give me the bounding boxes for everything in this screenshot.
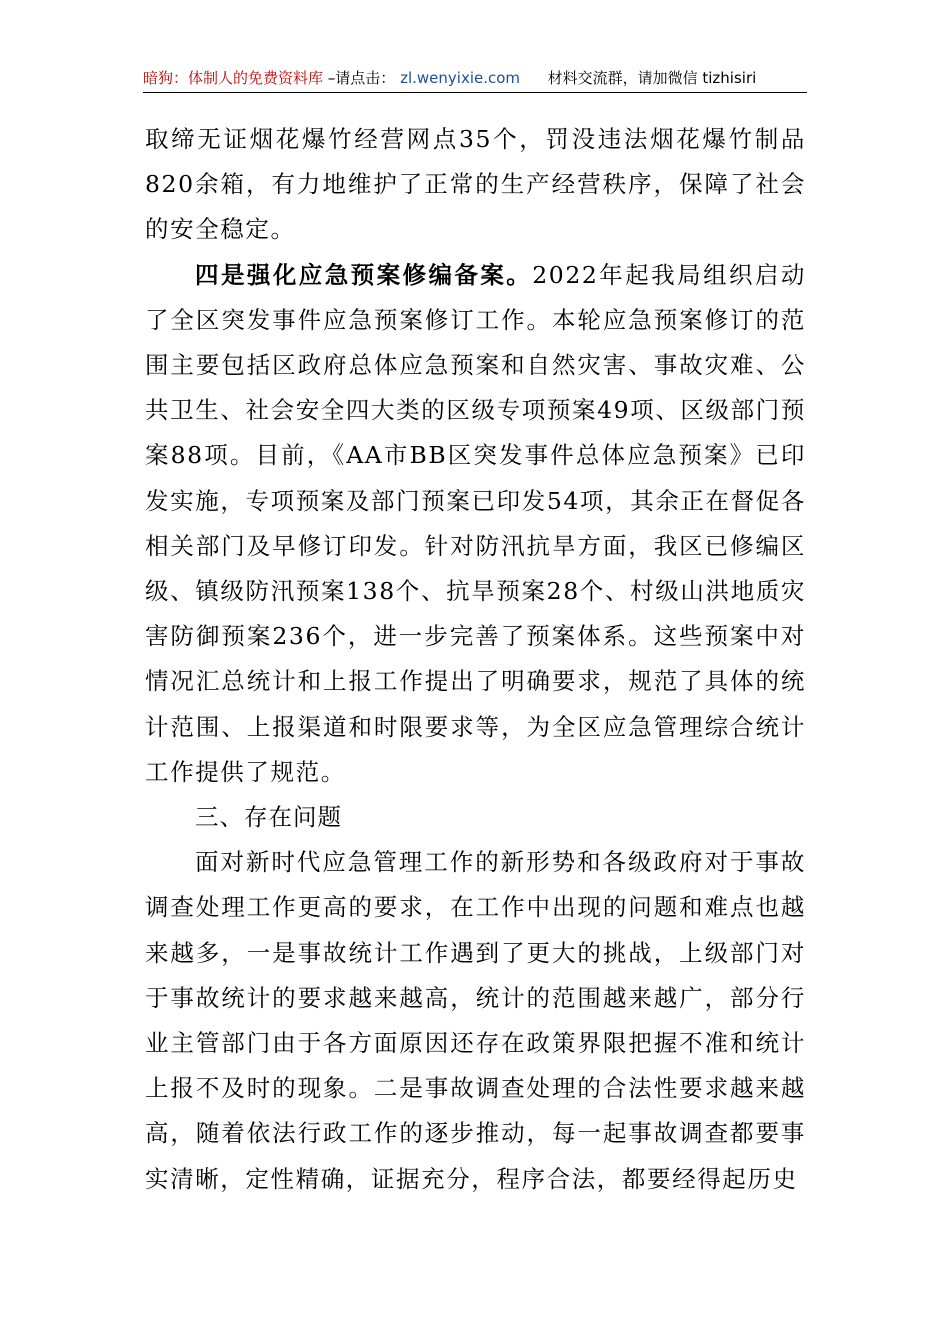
page-header: [143, 64, 807, 93]
paragraph-continuation: 取缔无证烟花爆竹经营网点35个，罚没违法烟花爆竹制品820余箱，有力地维护了正常的生产经营秩序，保障了社会的安全稳定。: [145, 125, 806, 244]
paragraph-lead-bold: 四是强化应急预案修编备案。: [195, 260, 533, 289]
header-url-link[interactable]: zl.wenyixie.com: [400, 69, 521, 87]
section-heading-problems: 三、存在问题: [195, 803, 342, 832]
document-body: [145, 117, 806, 1202]
paragraph-emergency-plans: [145, 253, 806, 795]
header-site-name: 暗狗：体制人的免费资料库: [143, 69, 324, 87]
header-link-prompt: –请点击：: [327, 69, 396, 87]
header-group-text: 材料交流群，请加微信 tizhisiri: [547, 69, 757, 87]
paragraph-emergency-plans-text: 2022年起我局组织启动了全区突发事件应急预案修订工作。本轮应急预案修订的范围主要包括区政府总体应急预案和自然灾害、事故灾难、公共卫生、社会安全四大类的区级专项预案49项、区级部门预案88项。目前，《AA市BB区突发事件总体应急预案》已印发实施，专项预案及部门预案已印发54项，其余正在督促各相关部门及早修订印发。针对防汛抗旱方面，我区已修编区级、镇级防汛预案138个、抗旱预案28个、村级山洪地质灾害防御预案236个，进一步完善了预案体系。这些预案中对情况汇总统计和上报工作提出了明确要求，规范了具体的统计范围、上报渠道和时限要求等，为全区应急管理综合统计工作提供了规范。: [145, 260, 806, 786]
paragraph-problems: 面对新时代应急管理工作的新形势和各级政府对于事故调查处理工作更高的要求，在工作中出现的问题和难点也越来越多，一是事故统计工作遇到了更大的挑战，上级部门对于事故统计的要求越来越高，统计的范围越来越广，部分行业主管部门由于各方面原因还存在政策界限把握不准和统计上报不及时的现象。二是事故调查处理的合法性要求越来越高，随着依法行政工作的逐步推动，每一起事故调查都要事实清晰，定性精确，证据充分，程序合法，都要经得起历史: [145, 848, 806, 1193]
